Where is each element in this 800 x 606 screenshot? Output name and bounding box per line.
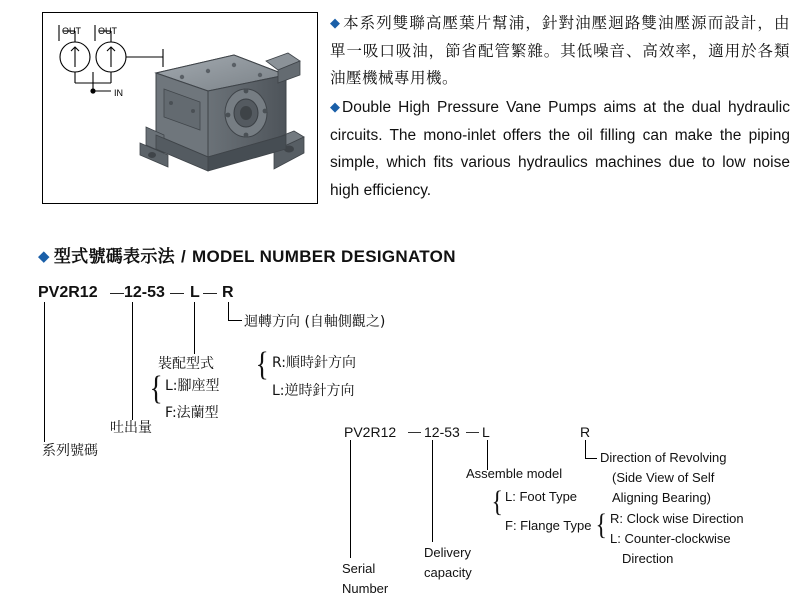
label-counter-clockwise-1: L: Counter-clockwise — [610, 531, 731, 546]
label-capacity-title: 吐出量 — [110, 420, 152, 436]
model-number-heading — [38, 242, 456, 267]
brace-mounting: { — [149, 370, 163, 407]
schematic-out-left-label: OUT — [62, 26, 81, 36]
code-bottom-capacity: 12-53 — [424, 424, 460, 440]
leader-line-en-capacity-v — [432, 440, 433, 542]
brace-rotation: { — [255, 346, 269, 383]
label-direction-sub1: (Side View of Self — [612, 470, 715, 485]
label-mounting-f: F:法蘭型 — [165, 405, 219, 421]
label-clockwise: R: Clock wise Direction — [610, 511, 744, 526]
leader-line-rotation-v — [228, 302, 229, 320]
description-english-paragraph — [330, 94, 790, 204]
label-serial-1: Serial — [342, 561, 376, 576]
vane-pump-image — [138, 31, 313, 196]
code-top-dash-1: — — [110, 284, 124, 300]
label-foot-type: L: Foot Type — [505, 489, 578, 504]
label-rotation-l: L:逆時針方向 — [272, 383, 355, 399]
code-bottom-rotation: R — [580, 424, 591, 440]
product-photo-box — [42, 12, 318, 204]
label-direction-sub2: Aligning Bearing) — [612, 490, 712, 505]
description-english-text: Double High Pressure Vane Pumps aims at the dual hydraulic circuits. The mono-inlet offers the oil filling can make the piping simple, which fits various hydraulics machines due to low noise high efficiency. — [330, 99, 790, 199]
code-top-dash-2: — — [170, 284, 184, 300]
code-top-mounting: L — [190, 284, 200, 301]
code-bottom-series: PV2R12 — [344, 424, 397, 440]
code-top-dash-3: — — [203, 284, 217, 300]
brace-en-rotation: { — [595, 508, 607, 541]
diamond-bullet-icon: ◆ — [38, 247, 50, 265]
label-series-title: 系列號碼 — [42, 443, 98, 459]
leader-line-capacity-v — [132, 302, 133, 420]
brace-en-assemble: { — [491, 485, 503, 518]
heading-english: MODEL NUMBER DESIGNATON — [191, 247, 456, 266]
label-rotation-title: 迴轉方向 (自軸側觀之) — [244, 314, 386, 330]
description-chinese-text: 本系列雙聯高壓葉片幫浦，針對油壓迴路雙油壓源而設計，由單一吸口吸油，節省配管繁雜。其低噪音、高效率，適用於各類油壓機械專用機。 — [330, 14, 790, 87]
heading-chinese: 型式號碼表示法 — [53, 247, 175, 267]
label-rotation-r: R:順時針方向 — [272, 355, 357, 371]
label-direction-title: Direction of Revolving — [600, 450, 727, 465]
leader-line-en-rotation-h — [585, 458, 597, 459]
leader-line-rotation-h — [228, 320, 242, 321]
label-assemble-model: Assemble model — [466, 466, 563, 481]
schematic-in-label: IN — [114, 88, 123, 98]
label-mounting-title: 裝配型式 — [158, 356, 214, 372]
leader-line-en-serial-v — [350, 440, 351, 558]
label-delivery-1: Delivery — [424, 545, 471, 560]
label-delivery-2: capacity — [424, 565, 472, 580]
description-chinese-paragraph — [330, 10, 790, 92]
label-mounting-l: L:腳座型 — [165, 378, 220, 394]
leader-line-series-v — [44, 302, 45, 442]
label-serial-2: Number — [342, 581, 389, 596]
code-top-series: PV2R12 — [38, 284, 98, 301]
diamond-bullet-icon: ◆ — [330, 16, 341, 31]
schematic-out-right-label: OUT — [98, 26, 117, 36]
label-counter-clockwise-2: Direction — [622, 551, 674, 566]
code-top-capacity: 12-53 — [124, 284, 165, 301]
leader-line-en-rotation-v — [585, 440, 586, 458]
heading-separator: / — [180, 247, 186, 266]
leader-line-mounting-v — [194, 302, 195, 354]
code-bottom-dash-1: — — [408, 424, 421, 439]
product-description — [330, 10, 790, 204]
code-bottom-mounting: L — [482, 424, 490, 440]
label-flange-type: F: Flange Type — [505, 518, 592, 533]
code-bottom-dash-2: — — [466, 424, 479, 439]
diamond-bullet-icon: ◆ — [330, 99, 340, 114]
code-top-rotation: R — [222, 284, 234, 301]
